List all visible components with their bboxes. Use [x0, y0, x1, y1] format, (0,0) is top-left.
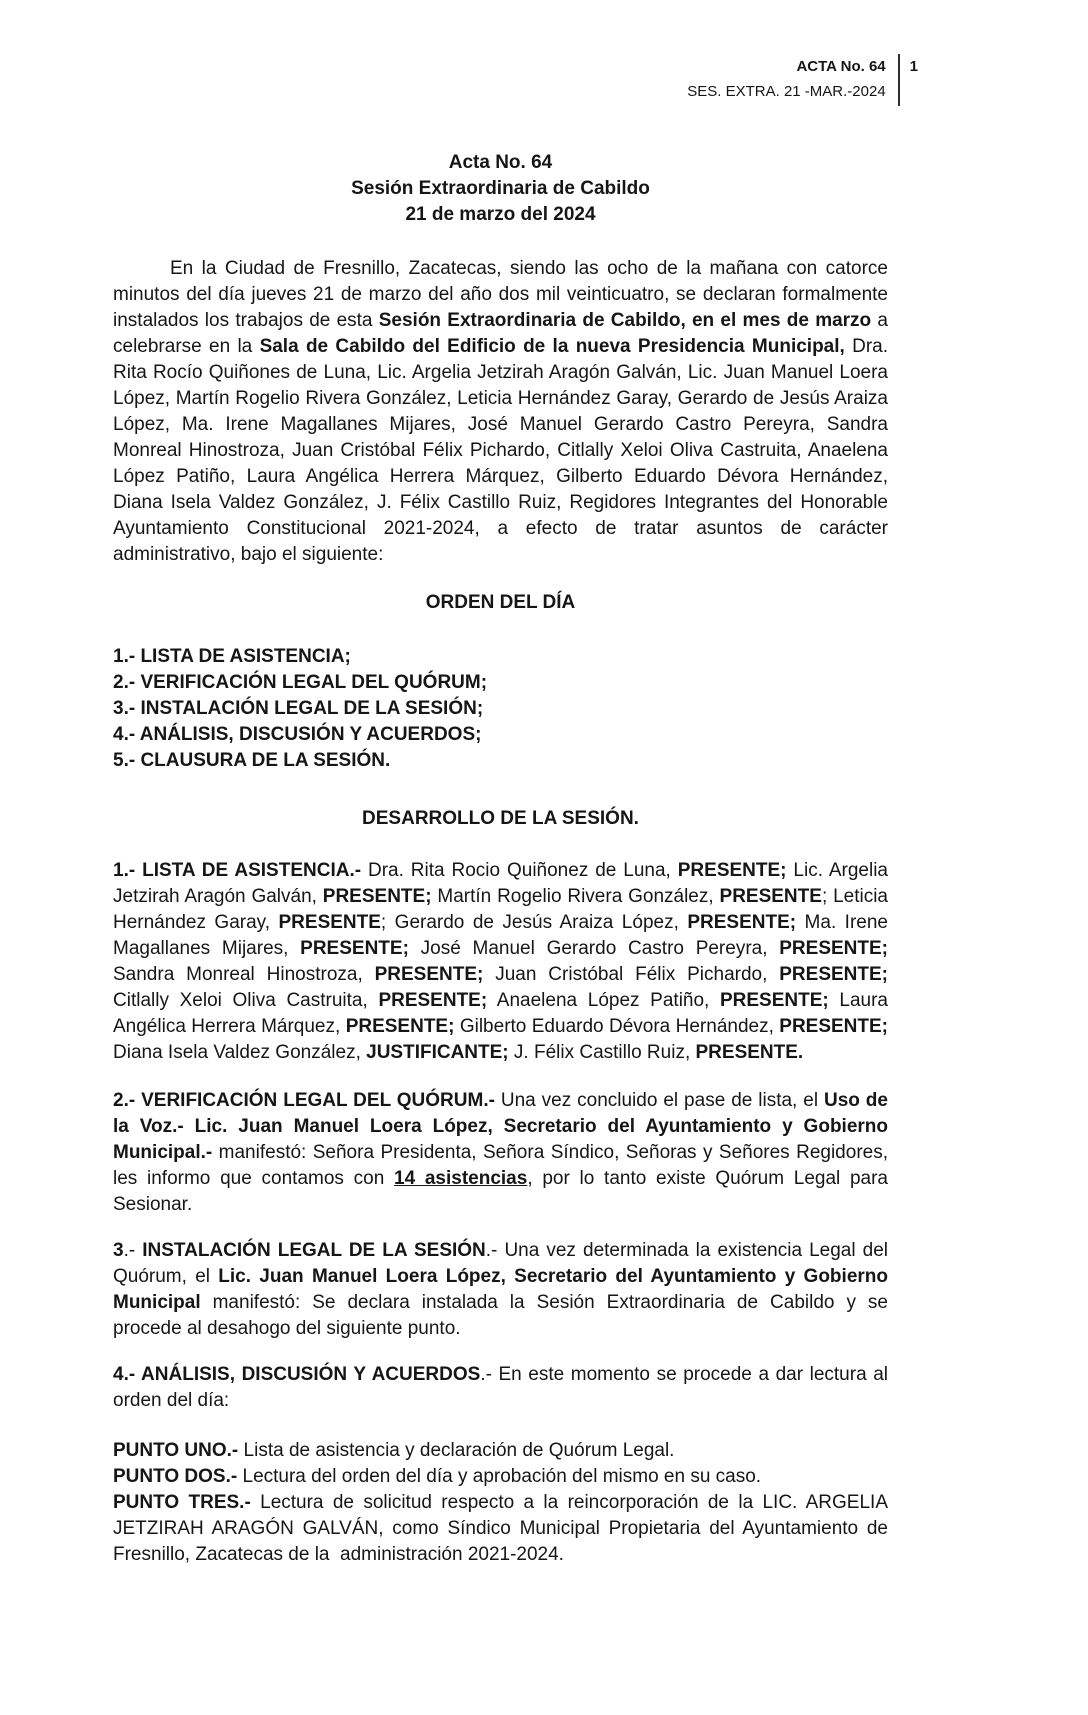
title-line-session: Sesión Extraordinaria de Cabildo: [351, 178, 650, 199]
title-line-date: 21 de marzo del 2024: [405, 204, 596, 225]
header-labels: [687, 54, 885, 104]
instalacion-sesion-paragraph: 3.- INSTALACIÓN LEGAL DE LA SESIÓN.- Una vez determinada la existencia Legal del Quórum, el Lic. Juan Manuel Loera López, Secretario del Ayuntamiento y Gobierno Municipal manifestó: Se declara instalada la Sesión Extraordinaria de Cabildo y se procede al desahogo del siguiente punto.: [113, 1240, 888, 1339]
document-title: [113, 150, 888, 228]
lista-asistencia-paragraph: 1.- LISTA DE ASISTENCIA.- Dra. Rita Rocio Quiñonez de Luna, PRESENTE; Lic. Argelia Jetzirah Aragón Galván, PRESENTE; Martín Rogelio Rivera González, PRESENTE; Leticia Hernández Garay, PRESENTE; Gerardo de Jesús Araiza López, PRESENTE; Ma. Irene Magallanes Mijares, PRESENTE; José Manuel Gerardo Castro Pereyra, PRESENTE; Sandra Monreal Hinostroza, PRESENTE; Juan Cristóbal Félix Pichardo, PRESENTE; Citlally Xeloi Oliva Castruita, PRESENTE; Anaelena López Patiño, PRESENTE; Laura Angélica Herrera Márquez, PRESENTE; Gilberto Eduardo Dévora Hernández, PRESENTE; Diana Isela Valdez González, JUSTIFICANTE; J. Félix Castillo Ruiz, PRESENTE.: [113, 860, 889, 1063]
orden-del-dia-heading: ORDEN DEL DÍA: [425, 592, 576, 613]
orden-item-clausura-sesion: 5.- CLAUSURA DE LA SESIÓN.: [113, 750, 391, 771]
puntos-section: [113, 1438, 888, 1568]
page-number: 1: [909, 58, 918, 75]
orden-item-instalacion-sesion: 3.- INSTALACIÓN LEGAL DE LA SESIÓN;: [113, 698, 484, 719]
intro-paragraph: En la Ciudad de Fresnillo, Zacatecas, siendo las ocho de la mañana con catorce minutos del día jueves 21 de marzo del año dos mil veinticuatro, se declaran formalmente instalados los trabajos de esta Sesión Extraordinaria de Cabildo, en el mes de marzo a celebrarse en la Sala de Cabildo del Edificio de la nueva Presidencia Municipal, Dra. Rita Rocío Quiñones de Luna, Lic. Argelia Jetzirah Aragón Galván, Lic. Juan Manuel Loera López, Martín Rogelio Rivera González, Leticia Hernández Garay, Gerardo de Jesús Araiza López, Ma. Irene Magallanes Mijares, José Manuel Gerardo Castro Pereyra, Sandra Monreal Hinostroza, Juan Cristóbal Félix Pichardo, Citlally Xeloi Oliva Castruita, Anaelena López Patiño, Laura Angélica Herrera Márquez, Gilberto Eduardo Dévora Hernández, Diana Isela Valdez González, J. Félix Castillo Ruiz, Regidores Integrantes del Honorable Ayuntamiento Constitucional 2021-2024, a efecto de tratar asuntos de carácter administrativo, bajo el siguiente:: [113, 258, 888, 565]
header-session-label: SES. EXTRA. 21 -MAR.-2024: [687, 83, 886, 100]
header-acta-label: ACTA No. 64: [796, 58, 886, 75]
orden-del-dia-list: [113, 644, 888, 774]
page-header: [0, 54, 1088, 106]
analisis-acuerdos-paragraph: 4.- ANÁLISIS, DISCUSIÓN Y ACUERDOS.- En este momento se procede a dar lectura al orden del día:: [113, 1364, 889, 1411]
punto-dos-paragraph: PUNTO DOS.- Lectura del orden del día y aprobación del mismo en su caso.: [113, 1466, 762, 1487]
title-line-acta: Acta No. 64: [448, 152, 553, 173]
orden-item-analisis-acuerdos: 4.- ANÁLISIS, DISCUSIÓN Y ACUERDOS;: [113, 724, 482, 745]
orden-item-verificacion-quorum: 2.- VERIFICACIÓN LEGAL DEL QUÓRUM;: [113, 672, 488, 693]
punto-uno-paragraph: PUNTO UNO.- Lista de asistencia y declaración de Quórum Legal.: [113, 1440, 675, 1461]
verificacion-quorum-paragraph: 2.- VERIFICACIÓN LEGAL DEL QUÓRUM.- Una vez concluido el pase de lista, el Uso de la Voz.- Lic. Juan Manuel Loera López, Secretario del Ayuntamiento y Gobierno Municipal.- manifestó: Señora Presidenta, Señora Síndico, Señoras y Señores Regidores, les informo que contamos con 14 asistencias, por lo tanto existe Quórum Legal para Sesionar.: [113, 1090, 888, 1215]
punto-tres-paragraph: PUNTO TRES.- Lectura de solicitud respecto a la reincorporación de la LIC. ARGELIA JETZIRAH ARAGÓN GALVÁN, como Síndico Municipal Propietaria del Ayuntamiento de Fresnillo, Zacatecas de la administración 2021-2024.: [113, 1492, 888, 1565]
header-divider-line: [898, 54, 900, 106]
desarrollo-heading: DESARROLLO DE LA SESIÓN.: [362, 808, 639, 829]
orden-item-lista-asistencia: 1.- LISTA DE ASISTENCIA;: [113, 646, 351, 667]
